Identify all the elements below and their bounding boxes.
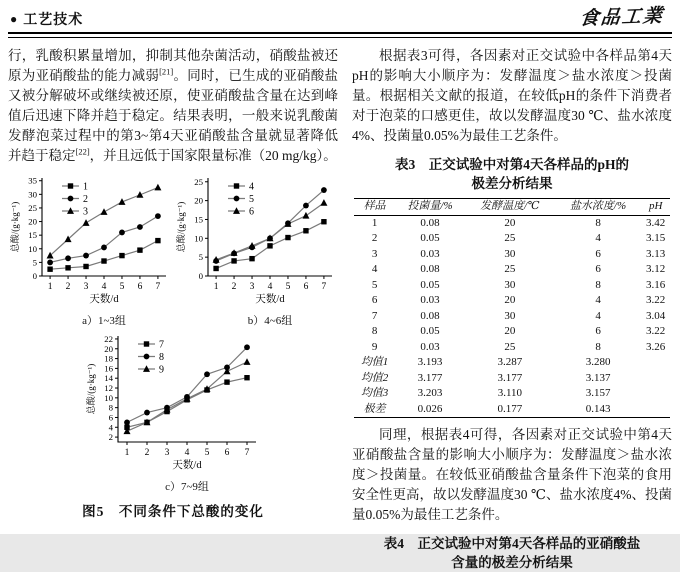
table-row <box>354 247 671 263</box>
svg-text:5: 5 <box>198 252 203 263</box>
left-column <box>8 44 338 572</box>
svg-text:天数/d: 天数/d <box>255 294 285 305</box>
svg-text:5: 5 <box>204 448 210 458</box>
svg-text:6: 6 <box>137 282 143 292</box>
svg-text:2: 2 <box>144 448 150 458</box>
svg-text:总酸/(g·kg⁻¹): 总酸/(g·kg⁻¹) <box>176 201 186 253</box>
table-cell: 8 <box>371 325 378 337</box>
table-cell: 3.177 <box>497 371 523 384</box>
table-row <box>354 355 671 371</box>
table-cell: 均值3 <box>360 387 389 399</box>
charts-row-top <box>8 172 338 328</box>
table-cell: 20 <box>504 216 516 229</box>
table-cell: 20 <box>504 294 516 306</box>
svg-text:6: 6 <box>224 448 230 458</box>
table-cell: 3.177 <box>417 371 443 384</box>
svg-text:7: 7 <box>244 448 250 458</box>
table-cell: 4 <box>595 309 601 322</box>
table-cell: 5 <box>371 278 378 291</box>
table-cell: 3.16 <box>646 278 666 291</box>
page-header <box>0 0 680 30</box>
table-header-cell: pH <box>641 199 670 216</box>
table-row <box>354 231 671 247</box>
table-cell: 25 <box>504 263 516 275</box>
table-row <box>354 371 671 387</box>
svg-text:2: 2 <box>231 282 237 292</box>
table-cell: 0.143 <box>585 402 611 415</box>
table-cell: 0.03 <box>420 340 440 353</box>
table-header-cell: 发酵温度/℃ <box>465 199 556 216</box>
figure-caption: 图5 不同条件下总酸的变化 <box>82 504 264 519</box>
table-cell: 0.08 <box>420 216 440 229</box>
table-cell: 6 <box>595 263 601 275</box>
bullet-icon: ● <box>10 12 19 26</box>
svg-text:15: 15 <box>28 230 37 241</box>
charts-row-bottom <box>8 330 338 494</box>
table-cell: 25 <box>504 232 516 244</box>
table-cell: 0.026 <box>417 402 443 415</box>
right-column <box>352 44 672 572</box>
table-cell: 0.05 <box>420 232 440 244</box>
table-cell: 7 <box>371 309 378 322</box>
table-cell: 0.08 <box>420 309 440 322</box>
svg-text:12: 12 <box>104 383 113 394</box>
table-cell: 均值2 <box>360 371 389 384</box>
chart-b-caption: b）4~6组 <box>247 315 293 327</box>
figure-5 <box>8 172 338 520</box>
svg-text:天数/d: 天数/d <box>172 460 202 471</box>
table-cell: 0.05 <box>420 325 440 337</box>
svg-text:5: 5 <box>249 194 254 205</box>
table-row <box>354 262 671 278</box>
svg-text:5: 5 <box>285 282 291 292</box>
table-row <box>354 278 671 294</box>
table-cell: 3.13 <box>646 247 666 260</box>
svg-text:总酸/(g·kg⁻¹): 总酸/(g·kg⁻¹) <box>10 201 20 253</box>
table-cell: 9 <box>371 340 378 353</box>
table-cell: 30 <box>504 247 516 260</box>
table-header-cell: 投菌量/% <box>396 199 465 216</box>
svg-text:35: 35 <box>28 175 37 186</box>
table3-title-line2: 极差分析结果 <box>471 176 553 191</box>
table-cell: 3.12 <box>646 263 666 275</box>
section-tag <box>10 9 83 29</box>
svg-text:10: 10 <box>194 233 203 244</box>
table-row <box>354 215 671 231</box>
svg-text:5: 5 <box>119 282 125 292</box>
table-cell <box>641 402 670 418</box>
chart-c-caption: c）7~9组 <box>165 481 209 493</box>
svg-text:30: 30 <box>28 189 37 200</box>
table-cell: 30 <box>504 309 516 322</box>
table4-title-line2: 含量的极差分析结果 <box>451 555 573 570</box>
svg-text:1: 1 <box>124 448 130 458</box>
line-chart-c <box>84 330 262 476</box>
table-cell: 0.177 <box>497 402 523 415</box>
table-row <box>354 340 671 356</box>
svg-text:4: 4 <box>249 181 254 193</box>
table-header-cell: 盐水浓度/% <box>555 199 641 216</box>
svg-text:1: 1 <box>213 282 219 292</box>
table-cell: 30 <box>504 278 516 291</box>
svg-text:8: 8 <box>108 402 113 413</box>
svg-text:4: 4 <box>101 282 107 292</box>
table-cell: 4 <box>371 263 378 275</box>
table-cell: 3.22 <box>646 325 666 337</box>
table-cell: 3.42 <box>646 216 666 229</box>
table-cell <box>641 386 670 402</box>
svg-text:16: 16 <box>104 363 113 374</box>
svg-text:天数/d: 天数/d <box>89 294 119 305</box>
table-row <box>354 386 671 402</box>
chart-a-caption: a）1~3组 <box>82 315 126 327</box>
table-cell: 3.26 <box>646 340 666 353</box>
table-cell: 6 <box>595 247 601 260</box>
line-chart-b <box>174 172 338 310</box>
table-cell: 25 <box>504 340 516 353</box>
table4-title-line1: 表4 正交试验中对第4天各样品的亚硝酸盐 <box>383 536 641 551</box>
svg-text:8: 8 <box>159 352 164 363</box>
svg-text:5: 5 <box>32 257 37 268</box>
svg-text:2: 2 <box>108 432 113 443</box>
svg-text:4: 4 <box>108 422 113 433</box>
table-cell: 20 <box>504 325 516 337</box>
table-cell: 3.280 <box>585 356 611 368</box>
svg-text:15: 15 <box>194 214 203 225</box>
table-cell: 8 <box>595 278 601 291</box>
table-cell: 0.03 <box>420 247 440 260</box>
table-cell <box>641 371 670 387</box>
table3 <box>354 198 671 418</box>
line-chart-a <box>8 172 172 310</box>
table4-title <box>352 534 672 572</box>
svg-text:7: 7 <box>321 282 327 292</box>
table-cell: 3.287 <box>497 356 523 368</box>
svg-text:22: 22 <box>104 333 113 344</box>
chart-block-c <box>84 330 262 494</box>
svg-text:7: 7 <box>155 282 161 292</box>
body-paragraph-right-1: 根据表3可得，各因素对正交试验中各样品第4天pH的影响大小顺序为：发酵温度＞盐水浓度＞投菌量。根据相关文献的报道，在较低pH的条件下消费者对于泡菜的口感更佳，故以发酵温度30 ℃、盐水浓度4%、投菌量0.05%为最佳工艺条件。 <box>352 48 672 143</box>
body-paragraph-left: 行，乳酸积累量增加，抑制其他杂菌活动，硝酸盐被还原为亚硝酸盐的能力减弱[21]。同时，已生成的亚硝酸盐又被分解破坏或继续被还原，使亚硝酸盐含量在达到峰值后迅速下降并趋于稳定。结果表明，一般来说乳酸菌发酵泡菜过程中的第3~第4天亚硝酸盐含量就显著降低并趋于稳定[22]，并且远低于国家限量标准（20 mg/kg）。 <box>8 48 339 163</box>
chart-block-a <box>8 172 172 328</box>
svg-text:20: 20 <box>104 343 113 354</box>
svg-text:0: 0 <box>32 271 37 281</box>
table-cell: 3.15 <box>646 232 666 244</box>
table-cell: 0.08 <box>420 263 440 275</box>
table-cell: 极差 <box>363 402 386 415</box>
svg-text:4: 4 <box>267 282 273 292</box>
table-cell: 8 <box>595 340 601 353</box>
svg-text:18: 18 <box>104 353 113 364</box>
table-header-cell: 样品 <box>354 199 396 216</box>
table-cell: 4 <box>595 294 601 306</box>
table-row <box>354 309 671 325</box>
table-cell: 1 <box>371 216 378 229</box>
svg-text:6: 6 <box>108 412 113 423</box>
table-header-row <box>354 199 671 216</box>
table-cell: 0.05 <box>420 278 440 291</box>
table-cell: 6 <box>371 294 378 306</box>
table-cell: 3 <box>371 247 378 260</box>
table-cell: 3.193 <box>417 356 443 368</box>
table-cell: 6 <box>595 325 601 337</box>
svg-text:总酸/(g·kg⁻¹): 总酸/(g·kg⁻¹) <box>86 363 96 415</box>
svg-text:3: 3 <box>83 206 88 218</box>
svg-text:2: 2 <box>83 194 88 205</box>
two-column-layout <box>0 38 680 572</box>
body-paragraph-right-2: 同理，根据表4可得，各因素对正交试验中第4天亚硝酸盐含量的影响大小顺序为：发酵温度＞盐水浓度＞投菌量。在较低亚硝酸盐含量条件下泡菜的食用安全性更高，故以发酵温度30 ℃、盐水浓度4%、投菌量0.05%为最佳工艺条件。 <box>352 427 672 522</box>
svg-text:25: 25 <box>194 176 203 187</box>
svg-text:4: 4 <box>184 448 190 458</box>
svg-text:7: 7 <box>159 339 164 351</box>
table-cell: 3.04 <box>646 309 666 322</box>
table-cell: 3.157 <box>585 387 611 399</box>
table-cell: 4 <box>595 232 601 244</box>
svg-text:9: 9 <box>159 364 164 376</box>
svg-text:10: 10 <box>104 392 113 403</box>
chart-block-b <box>174 172 338 328</box>
table-cell: 3.137 <box>585 371 611 384</box>
svg-text:10: 10 <box>28 243 37 254</box>
table3-title <box>352 155 672 193</box>
table-cell: 均值1 <box>360 356 389 368</box>
table-cell: 3.203 <box>417 387 443 399</box>
table3-title-line1: 表3 正交试验中对第4天各样品的pH的 <box>394 157 629 172</box>
svg-text:20: 20 <box>194 195 203 206</box>
table-row <box>354 293 671 309</box>
section-label: 工艺技术 <box>23 11 84 27</box>
svg-text:3: 3 <box>83 282 89 292</box>
table-cell <box>641 355 670 371</box>
svg-text:25: 25 <box>28 202 37 213</box>
svg-text:2: 2 <box>65 282 71 292</box>
table-cell: 3.22 <box>646 294 666 306</box>
svg-text:1: 1 <box>83 181 88 193</box>
table-row <box>354 402 671 418</box>
svg-text:14: 14 <box>104 373 113 384</box>
svg-text:0: 0 <box>198 271 203 281</box>
table-cell: 8 <box>595 216 601 229</box>
svg-text:20: 20 <box>28 216 37 227</box>
table-cell: 3.110 <box>497 387 523 399</box>
svg-text:3: 3 <box>249 282 255 292</box>
svg-text:1: 1 <box>47 282 53 292</box>
table-cell: 0.03 <box>420 294 440 306</box>
table-cell: 2 <box>371 232 378 244</box>
journal-logo: 食品工業 <box>578 5 666 30</box>
table-row <box>354 324 671 340</box>
svg-text:6: 6 <box>249 206 254 218</box>
svg-text:3: 3 <box>164 448 170 458</box>
svg-text:6: 6 <box>303 282 309 292</box>
